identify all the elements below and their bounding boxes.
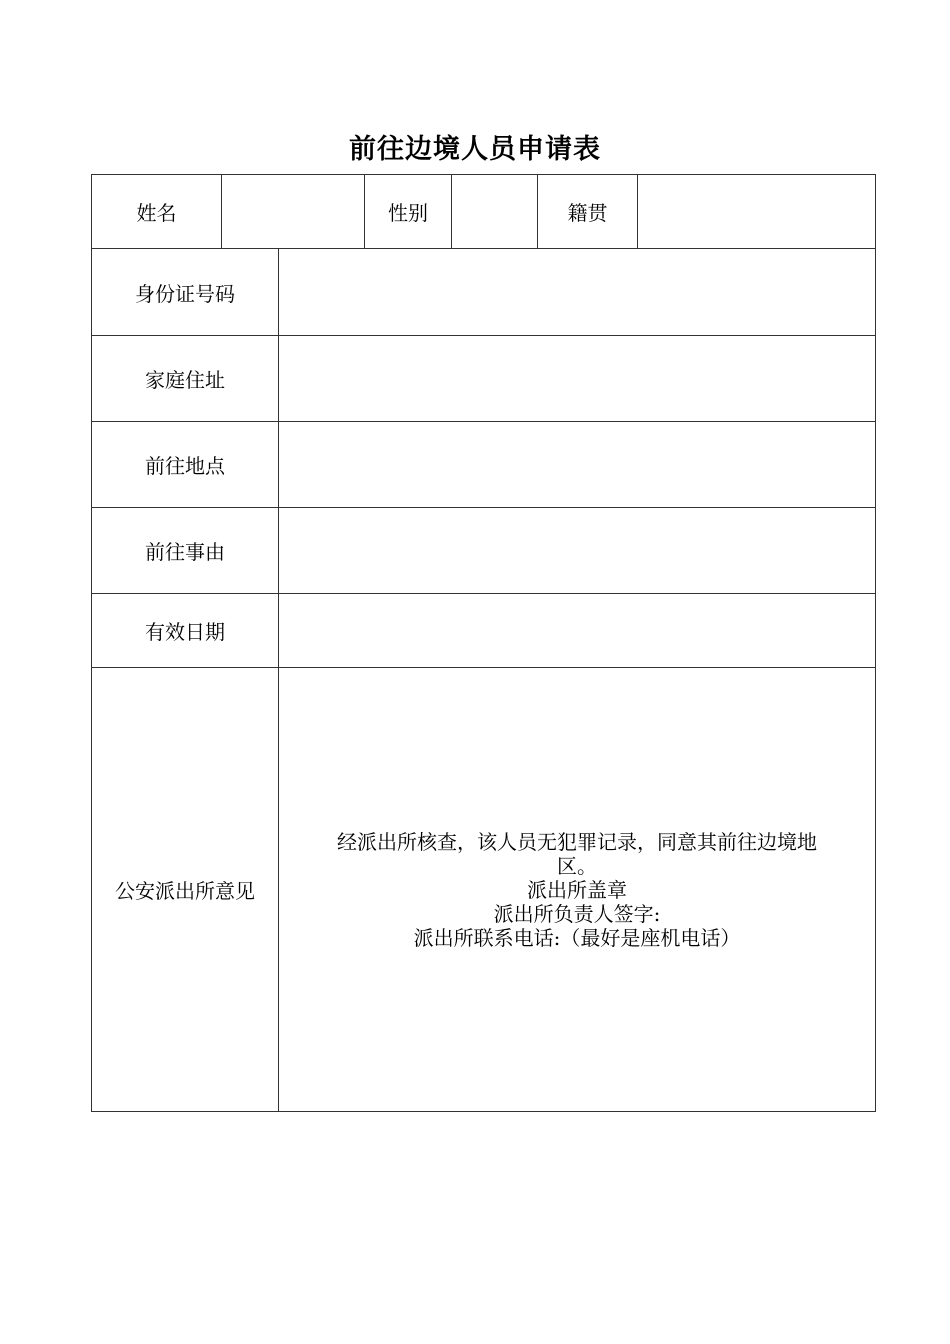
police-opinion-cell [278, 668, 875, 1111]
police-opinion-label: 公安派出所意见 [115, 879, 255, 903]
reason-label: 前往事由 [145, 540, 225, 564]
destination-field[interactable] [278, 422, 875, 507]
form-row-address [92, 335, 875, 421]
name-label: 姓名 [136, 201, 177, 225]
form-row-id-number [92, 248, 875, 335]
form-row-police-opinion [92, 667, 875, 1111]
form-row-basic-info [92, 175, 875, 248]
opinion-statement-line2: 区。 [557, 853, 597, 878]
opinion-statement-line1: 经派出所核查，该人员无犯罪记录，同意其前往边境地 [337, 829, 817, 854]
origin-label: 籍贯 [537, 175, 637, 248]
application-form [91, 174, 876, 1112]
id-number-label: 身份证号码 [135, 281, 235, 306]
page-title: 前往边境人员申请表 [349, 134, 601, 165]
opinion-signature-line: 派出所负责人签字: [493, 901, 661, 926]
gender-label: 性别 [364, 175, 451, 248]
police-opinion-text [313, 830, 841, 950]
address-label: 家庭住址 [145, 368, 225, 392]
opinion-seal-line: 派出所盖章 [527, 877, 627, 902]
opinion-phone-line: 派出所联系电话:（最好是座机电话） [413, 925, 741, 950]
validity-label: 有效日期 [145, 620, 225, 644]
form-row-validity [92, 593, 875, 667]
reason-field[interactable] [278, 508, 875, 593]
origin-field[interactable] [637, 175, 875, 248]
destination-label: 前往地点 [145, 454, 225, 478]
gender-field[interactable] [451, 175, 537, 248]
form-row-destination [92, 421, 875, 507]
address-field[interactable] [278, 336, 875, 421]
name-field[interactable] [221, 175, 364, 248]
id-number-field[interactable] [278, 249, 875, 335]
form-row-reason [92, 507, 875, 593]
validity-field[interactable] [278, 594, 875, 667]
